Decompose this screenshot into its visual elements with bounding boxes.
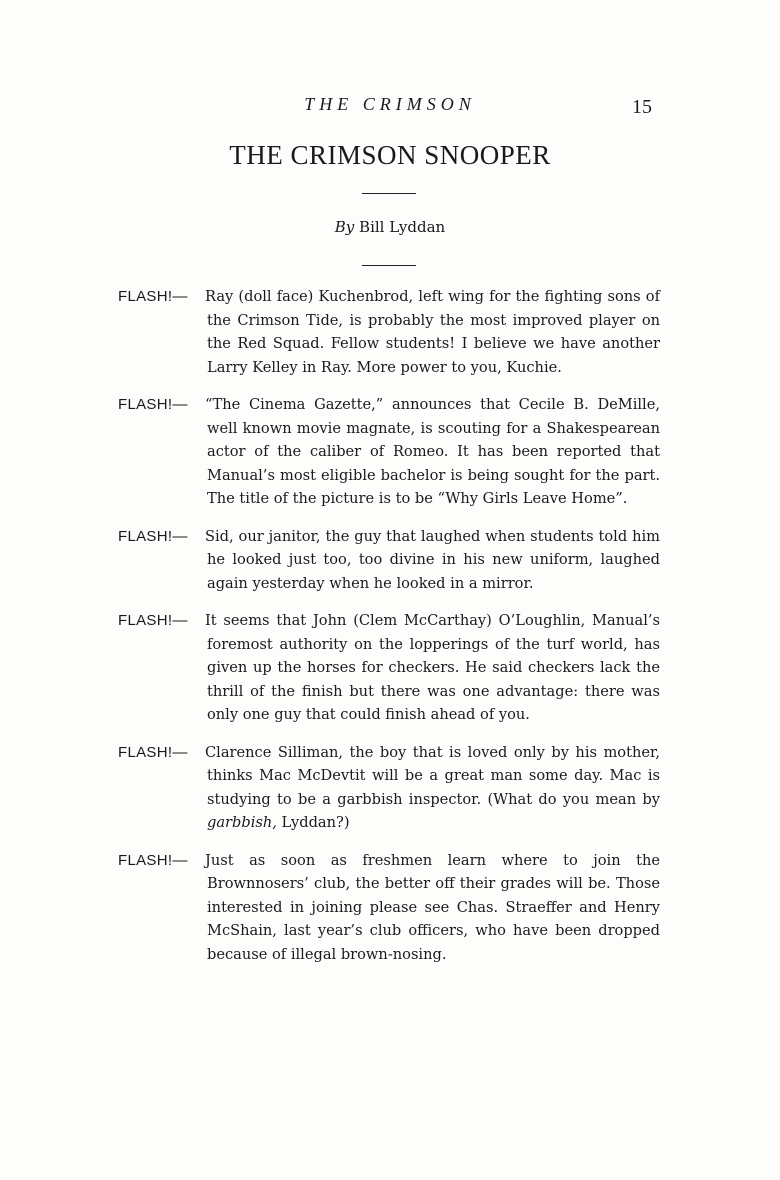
flash-item — [118, 849, 660, 967]
running-head: THE CRIMSON — [304, 94, 476, 114]
flash-text: Ray (doll face) Kuchenbrod, left wing for the fighting sons of the Crimson Tide, is probably the most improved player on the Red Squad. Fellow students! I believe we have another Larry Kelley in Ray. More power to you, Kuchie. — [205, 288, 660, 376]
byline-rule — [362, 265, 416, 266]
flash-text: “The Cinema Gazette,” announces that Cecile B. DeMille, well known movie magnate, is scouting for a Shakespearean actor of the caliber of Romeo. It has been reported that Manual’s most eligible bachelor is being sought for the part. The title of the picture is to be “Why Girls Leave Home”. — [205, 396, 660, 507]
flash-item — [118, 285, 660, 379]
flash-items — [118, 285, 660, 980]
byline-author: Bill Lyddan — [359, 218, 446, 236]
byline-prefix: By — [334, 218, 355, 236]
flash-text-part: Lyddan?) — [276, 814, 350, 831]
flash-lead: FLASH!— — [118, 288, 188, 305]
byline — [0, 218, 780, 236]
flash-lead: FLASH!— — [118, 612, 188, 629]
flash-text — [207, 741, 660, 835]
article-title: THE CRIMSON SNOOPER — [229, 140, 551, 170]
flash-item — [118, 393, 660, 511]
flash-text: It seems that John (Clem McCarthay) O’Loughlin, Manual’s foremost authority on the lopperings of the turf world, has given up the horses for checkers. He said checkers lack the thrill of the finish but there was one advantage: there was only one guy that could finish ahead of you. — [205, 612, 660, 723]
flash-text: Just as soon as freshmen learn where to join the Brownnosers’ club, the better off their grades will be. Those interested in joining please see Chas. Straeffer and Henry McShain, last year’s club officers, who have been dropped because of illegal brown-nosing. — [205, 851, 660, 963]
flash-lead: FLASH!— — [118, 396, 188, 413]
flash-text: Sid, our janitor, the guy that laughed when students told him he looked just too, too divine in his new uniform, laughed again yesterday when he looked in a mirror. — [205, 527, 660, 592]
flash-item — [118, 609, 660, 727]
flash-text-part: Clarence Silliman, the boy that is loved only by his mother, thinks Mac McDevtit will be a great man some day. Mac is studying to be a garbbish inspector. (What do you mean by — [205, 743, 660, 808]
flash-lead: FLASH!— — [118, 527, 188, 545]
flash-item — [118, 525, 660, 596]
flash-lead: FLASH!— — [118, 743, 188, 761]
title-rule — [362, 193, 416, 194]
page-number: 15 — [632, 96, 652, 118]
flash-lead: FLASH!— — [118, 851, 188, 869]
flash-item — [118, 741, 660, 835]
flash-text-emphasis: garbbish, — [207, 814, 277, 831]
